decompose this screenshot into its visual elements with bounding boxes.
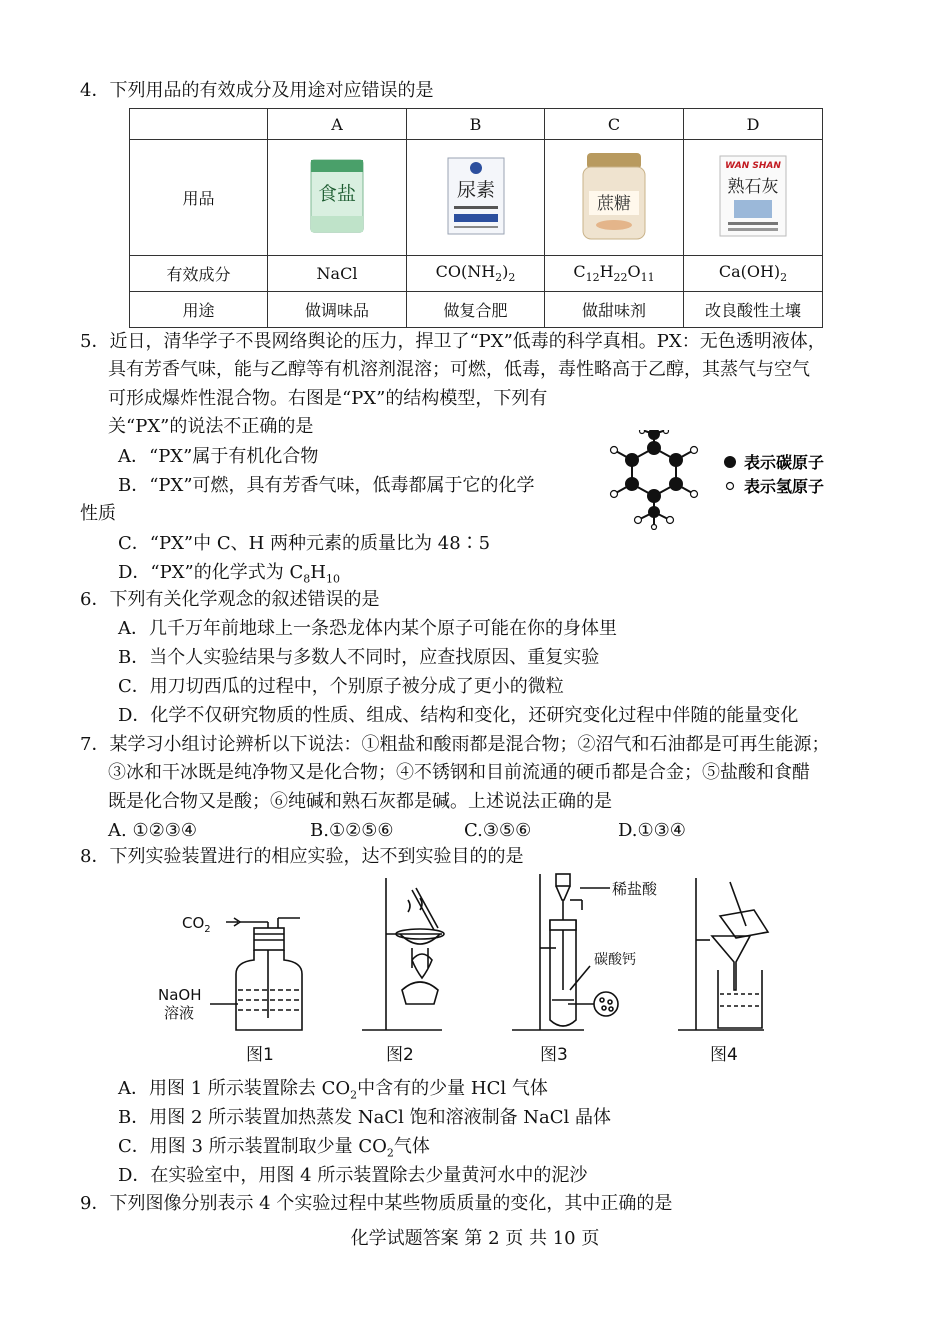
q5-option-c: C．“PX”中 C、H 两种元素的质量比为 48∶5 xyxy=(118,533,491,554)
use-d: 改良酸性土壤 xyxy=(684,292,823,328)
legend-carbon-icon xyxy=(724,456,736,468)
component-c: $C_{12}H_{22}O_{11}$ xyxy=(545,256,684,292)
product-salt-cell xyxy=(268,140,407,256)
caco3-label: 碳酸钙 xyxy=(594,952,636,968)
dilute-hcl-label: 稀盐酸 xyxy=(612,880,658,898)
carbon-atom xyxy=(625,477,639,491)
q7-line-1: 7．某学习小组讨论辨析以下说法：①粗盐和酸雨都是混合物；②沼气和石油都是可再生能源； xyxy=(80,734,830,755)
figure-caption-3: 图3 xyxy=(540,1045,568,1065)
hydrogen-atom xyxy=(640,430,645,434)
figure-caption-2: 图2 xyxy=(386,1045,414,1065)
co2-label: $CO_2$ xyxy=(182,914,211,935)
hydrogen-atom xyxy=(611,447,618,454)
brand-text: WAN SHAN xyxy=(725,160,781,171)
row-label-component: 有效成分 xyxy=(130,256,268,292)
q5-option-a: A．“PX”属于有机化合物 xyxy=(118,446,319,467)
hydrogen-atom xyxy=(611,491,618,498)
hydrogen-atom xyxy=(664,430,669,434)
product-label: 蔗糖 xyxy=(597,193,631,214)
figure-2-evaporation xyxy=(362,878,444,1030)
product-urea-cell xyxy=(407,140,545,256)
hydrogen-atom xyxy=(691,447,698,454)
page-footer: 化学试题答案 第 2 页 共 10 页 xyxy=(350,1228,600,1249)
q6-stem: 6．下列有关化学观念的叙述错误的是 xyxy=(80,589,380,610)
q7-line-3: 既是化合物又是酸；⑥纯碱和熟石灰都是碱。上述说法正确的是 xyxy=(108,791,612,812)
legend-hydrogen-label: 表示氢原子 xyxy=(744,477,825,496)
use-b: 做复合肥 xyxy=(407,292,545,328)
solution-label: 溶液 xyxy=(164,1004,195,1022)
use-a: 做调味品 xyxy=(268,292,407,328)
product-label: 尿素 xyxy=(456,178,495,201)
salt-bag-image xyxy=(309,158,365,234)
q8-option-b: B．用图 2 所示装置加热蒸发 NaCl 饱和溶液制备 NaCl 晶体 xyxy=(118,1107,612,1128)
q8-option-d: D．在实验室中，用图 4 所示装置除去少量黄河水中的泥沙 xyxy=(118,1165,588,1186)
q4-stem: 4．下列用品的有效成分及用途对应错误的是 xyxy=(80,80,434,101)
legend-hydrogen-icon xyxy=(727,483,734,490)
q6-option-a: A．几千万年前地球上一条恐龙体内某个原子可能在你的身体里 xyxy=(118,618,617,639)
component-d: $Ca(OH)_2$ xyxy=(684,256,823,292)
carbon-atom xyxy=(669,477,683,491)
logo-icon xyxy=(470,162,482,174)
carbon-atom xyxy=(625,453,639,467)
q9-stem: 9．下列图像分别表示 4 个实验过程中某些物质质量的变化，其中正确的是 xyxy=(80,1193,673,1214)
carbon-atom xyxy=(648,430,660,440)
hydrogen-atom xyxy=(667,517,674,524)
col-header-d: D xyxy=(684,109,823,140)
row-label-use: 用途 xyxy=(130,292,268,328)
q5-line-4: 关“PX”的说法不正确的是 xyxy=(108,416,314,437)
col-header-a: A xyxy=(268,109,407,140)
lime-bag-image xyxy=(718,154,788,238)
urea-bag-image xyxy=(446,156,506,236)
component-b: $CO(NH_2)_2$ xyxy=(407,256,545,292)
hydrogen-atom xyxy=(691,491,698,498)
figure-caption-4: 图4 xyxy=(710,1045,738,1065)
carbon-atom xyxy=(648,506,660,518)
q7-option-c: C.③⑤⑥ xyxy=(464,820,532,841)
q6-option-b: B．当个人实验结果与多数人不同时，应查找原因、重复实验 xyxy=(118,647,600,668)
product-label: 熟石灰 xyxy=(727,176,779,197)
carbon-atom xyxy=(647,489,661,503)
q8-option-a: A．用图 1 所示装置除去 $CO_2$中含有的少量 HCl 气体 xyxy=(118,1078,548,1102)
q5-line-3: 可形成爆炸性混合物。右图是“PX”的结构模型，下列有 xyxy=(108,388,548,409)
px-molecule-diagram xyxy=(598,430,848,530)
product-sugar-cell xyxy=(545,140,684,256)
row-label-product: 用品 xyxy=(130,140,268,256)
q8-option-c: C．用图 3 所示装置制取少量 $CO_2$气体 xyxy=(118,1136,430,1160)
use-c: 做甜味剂 xyxy=(545,292,684,328)
col-header-c: C xyxy=(545,109,684,140)
q8-apparatus-figures xyxy=(150,870,810,1070)
product-lime-cell xyxy=(684,140,823,256)
figure-4-filtration xyxy=(678,878,768,1030)
q7-line-2: ③冰和干冰既是纯净物又是化合物；④不锈钢和目前流通的硬币都是合金；⑤盐酸和食醋 xyxy=(108,762,810,783)
component-a: NaCl xyxy=(268,256,407,292)
naoh-label: NaOH xyxy=(158,986,202,1004)
product-label: 食盐 xyxy=(317,182,357,205)
q6-option-c: C．用刀切西瓜的过程中，个别原子被分成了更小的微粒 xyxy=(118,676,564,697)
figure-3-gas-generator xyxy=(512,874,658,1030)
figure-1-gas-bottle xyxy=(158,914,302,1030)
q8-stem: 8．下列实验装置进行的相应实验，达不到实验目的的是 xyxy=(80,846,524,867)
q5-option-b-cont: 性质 xyxy=(80,503,116,524)
q5-option-b: B．“PX”可燃，具有芳香气味，低毒都属于它的化学 xyxy=(118,475,535,496)
q5-option-d: D．“PX”的化学式为 $C_8H_{10}$ xyxy=(118,562,340,586)
q6-option-d: D．化学不仅研究物质的性质、组成、结构和变化，还研究变化过程中伴随的能量变化 xyxy=(118,705,799,726)
sugar-jar-image xyxy=(579,151,649,241)
q5-line-2: 具有芳香气味，能与乙醇等有机溶剂混溶；可燃，低毒，毒性略高于乙醇，其蒸气与空气 xyxy=(108,359,810,380)
carbon-atom xyxy=(647,441,661,455)
table-corner xyxy=(130,109,268,140)
hydrogen-atom xyxy=(652,525,657,530)
q4-table xyxy=(129,108,823,328)
q7-option-a: A. ①②③④ xyxy=(108,820,197,841)
hydrogen-atom xyxy=(635,517,642,524)
carbon-atom xyxy=(669,453,683,467)
q7-option-b: B.①②⑤⑥ xyxy=(310,820,394,841)
q7-option-d: D.①③④ xyxy=(618,820,686,841)
legend-carbon-label: 表示碳原子 xyxy=(744,453,825,472)
figure-caption-1: 图1 xyxy=(246,1045,274,1065)
q5-line-1: 5．近日，清华学子不畏网络舆论的压力，捍卫了“PX”低毒的科学真相。PX：无色透明液体， xyxy=(80,331,826,352)
col-header-b: B xyxy=(407,109,545,140)
